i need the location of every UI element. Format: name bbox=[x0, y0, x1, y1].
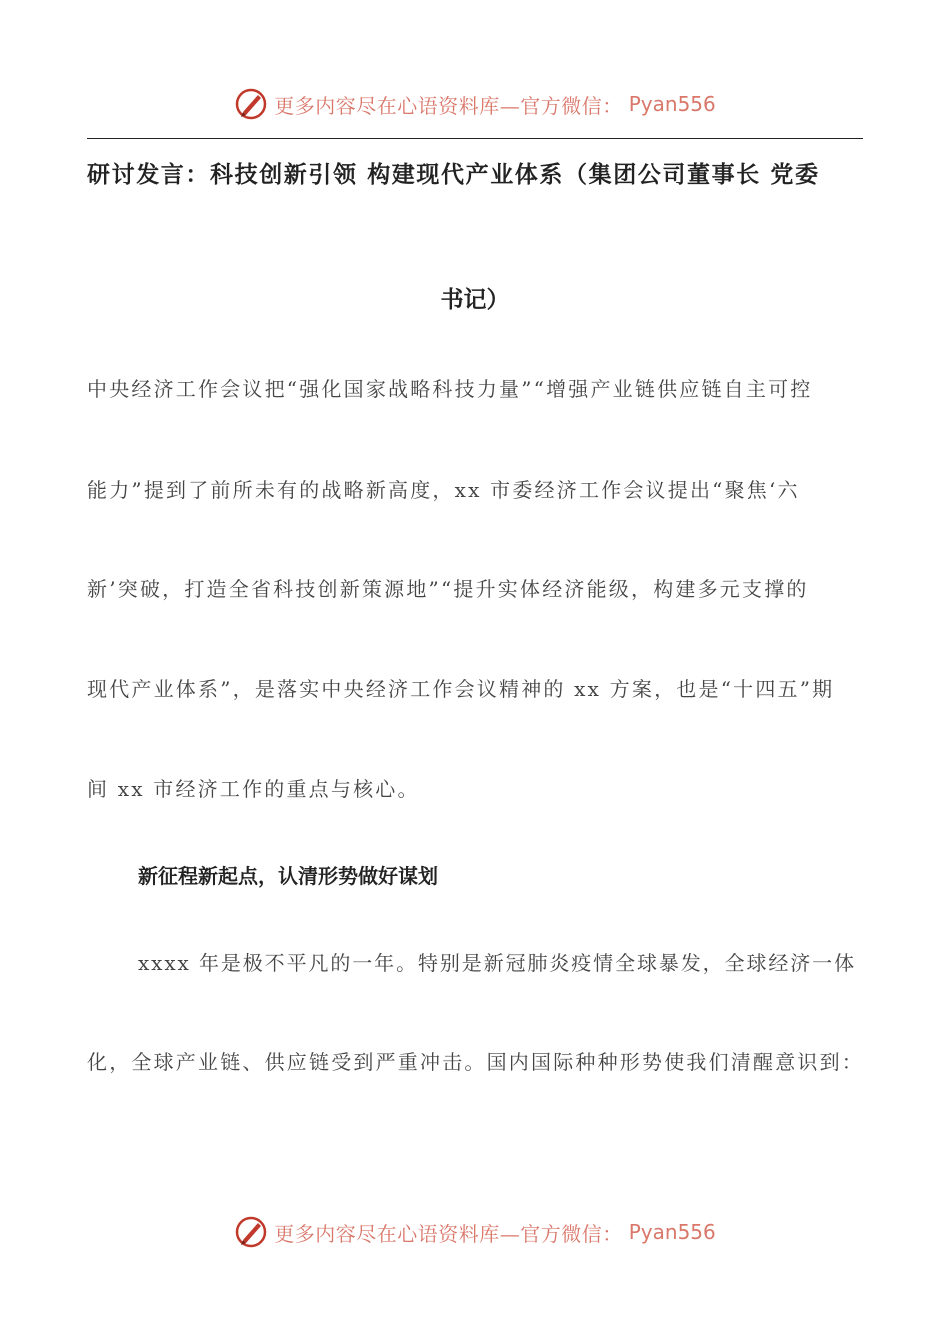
header-banner bbox=[0, 84, 950, 124]
paragraph-2-line-2: 化，全球产业链、供应链受到严重冲击。国内国际种种形势使我们清醒意识到： bbox=[87, 1050, 864, 1074]
section-heading-1: 新征程新起点，认清形势做好谋划 bbox=[138, 864, 438, 888]
header-divider bbox=[87, 138, 863, 139]
document-title-line-1: 研讨发言：科技创新引领 构建现代产业体系（集团公司董事长 党委 bbox=[87, 162, 820, 188]
banner-brand-text: 更多内容尽在心语资料库—官方微信： bbox=[274, 1221, 623, 1246]
paragraph-1-line-5: 间 xx 市经济工作的重点与核心。 bbox=[87, 777, 420, 801]
paragraph-1-line-3: 新’突破，打造全省科技创新策源地”“提升实体经济能级，构建多元支撑的 bbox=[87, 577, 809, 601]
pen-logo-icon bbox=[234, 87, 268, 121]
banner-wechat-handle: Pyan556 bbox=[628, 92, 716, 116]
paragraph-1-line-4: 现代产业体系”，是落实中央经济工作会议精神的 xx 方案，也是“十四五”期 bbox=[87, 677, 835, 701]
pen-logo-icon bbox=[234, 1215, 268, 1249]
banner-wechat-handle: Pyan556 bbox=[628, 1220, 716, 1244]
banner-brand-text: 更多内容尽在心语资料库—官方微信： bbox=[274, 93, 623, 118]
paragraph-2-line-1: xxxx 年是极不平凡的一年。特别是新冠肺炎疫情全球暴发，全球经济一体 bbox=[138, 951, 856, 975]
document-title-line-2: 书记） bbox=[440, 287, 510, 313]
paragraph-1-line-2: 能力”提到了前所未有的战略新高度，xx 市委经济工作会议提出“聚焦‘六 bbox=[87, 478, 800, 502]
footer-banner bbox=[0, 1212, 950, 1252]
paragraph-1-line-1: 中央经济工作会议把“强化国家战略科技力量”“增强产业链供应链自主可控 bbox=[87, 377, 813, 401]
